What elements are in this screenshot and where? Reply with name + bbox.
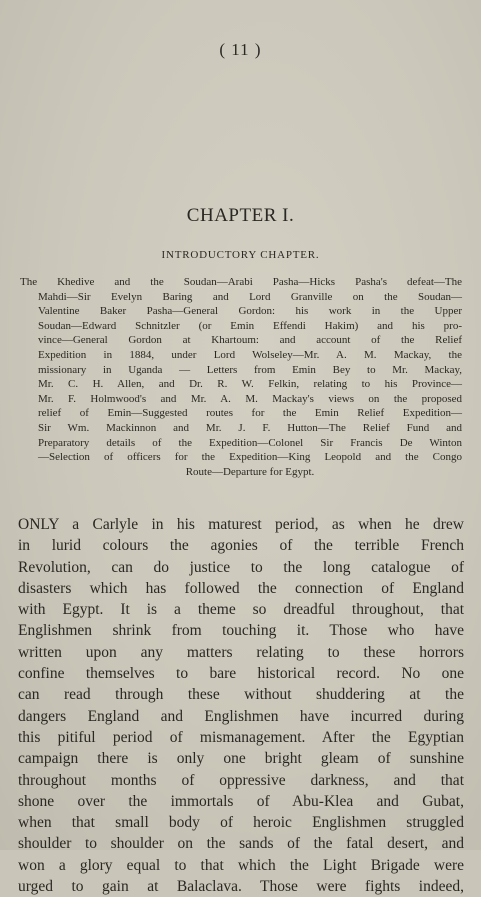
summary-line: Route—Departure for Egypt. [185,465,315,478]
summary-line: Valentine Baker Pasha—General Gordon: his work in the Upper [38,305,462,318]
body-line: dangers England and Englishmen have incurred during [18,707,464,725]
body-line: can read through these without shuddering at the [18,686,464,704]
body-line: campaign there is only one bright gleam of sunshine [18,750,464,768]
body-paragraph [18,514,464,897]
summary-line: Mr. F. Holmwood's and Mr. A. M. Mackay's views on the proposed [38,392,462,405]
chapter-title: CHAPTER I. [186,205,295,226]
summary-line: Soudan—Edward Schnitzler (or Emin Effendi Hakim) and his pro- [38,319,462,332]
body-line: shone over the immortals of Abu-Klea and Gubat, [18,792,464,810]
summary-line: Expedition in 1884, under Lord Wolseley—Mr. A. M. Mackay, the [38,348,462,361]
body-line: disasters which has followed the connection of England [18,579,464,597]
chapter-summary [20,275,462,479]
body-line: won a glory equal to that which the Light Brigade were [18,856,464,874]
body-line: shoulder to shoulder on the sands of the fatal desert, and [18,835,464,853]
summary-line: relief of Emin—Suggested routes for the Emin Relief Expedition— [38,407,462,420]
body-line: written upon any matters relating to these horrors [18,643,464,661]
body-line: Revolution, can do justice to the long catalogue of [18,558,464,576]
summary-line: Mahdi—Sir Evelyn Baring and Lord Granville on the Soudan— [38,290,462,303]
summary-line: —Selection of officers for the Expedition—King Leopold and the Congo [38,451,462,464]
summary-line: Preparatory details of the Expedition—Colonel Sir Francis De Winton [38,436,462,449]
body-line: throughout months of oppressive darkness, and that [18,771,464,789]
body-line: with Egypt. It is a theme so dreadful throughout, that [18,601,464,619]
body-line: in lurid colours the agonies of the terrible French [18,537,464,555]
body-line: Englishmen shrink from touching it. Those who have [18,622,464,640]
body-line: ONLY a Carlyle in his maturest period, as when he drew [18,516,464,533]
summary-line: vince—General Gordon at Khartoum: and account of the Relief [38,334,462,347]
summary-line: Sir Wm. Mackinnon and Mr. J. F. Hutton—The Relief Fund and [38,421,462,434]
page-number: ( 11 ) [219,40,262,59]
summary-line: The Khedive and the Soudan—Arabi Pasha—Hicks Pasha's defeat—The [20,276,462,288]
body-line: urged to gain at Balaclava. Those were fights indeed, [18,878,464,896]
summary-line: Mr. C. H. Allen, and Dr. R. W. Felkin, relating to his Province— [38,378,462,391]
body-line: confine themselves to bare historical record. No one [18,665,464,683]
body-line: when that small body of heroic Englishmen struggled [18,814,464,832]
chapter-subtitle: INTRODUCTORY CHAPTER. [161,249,320,261]
summary-line: missionary in Uganda — Letters from Emin Bey to Mr. Mackay, [38,363,462,376]
body-line: this pitiful period of mismanagement. After the Egyptian [18,728,464,746]
